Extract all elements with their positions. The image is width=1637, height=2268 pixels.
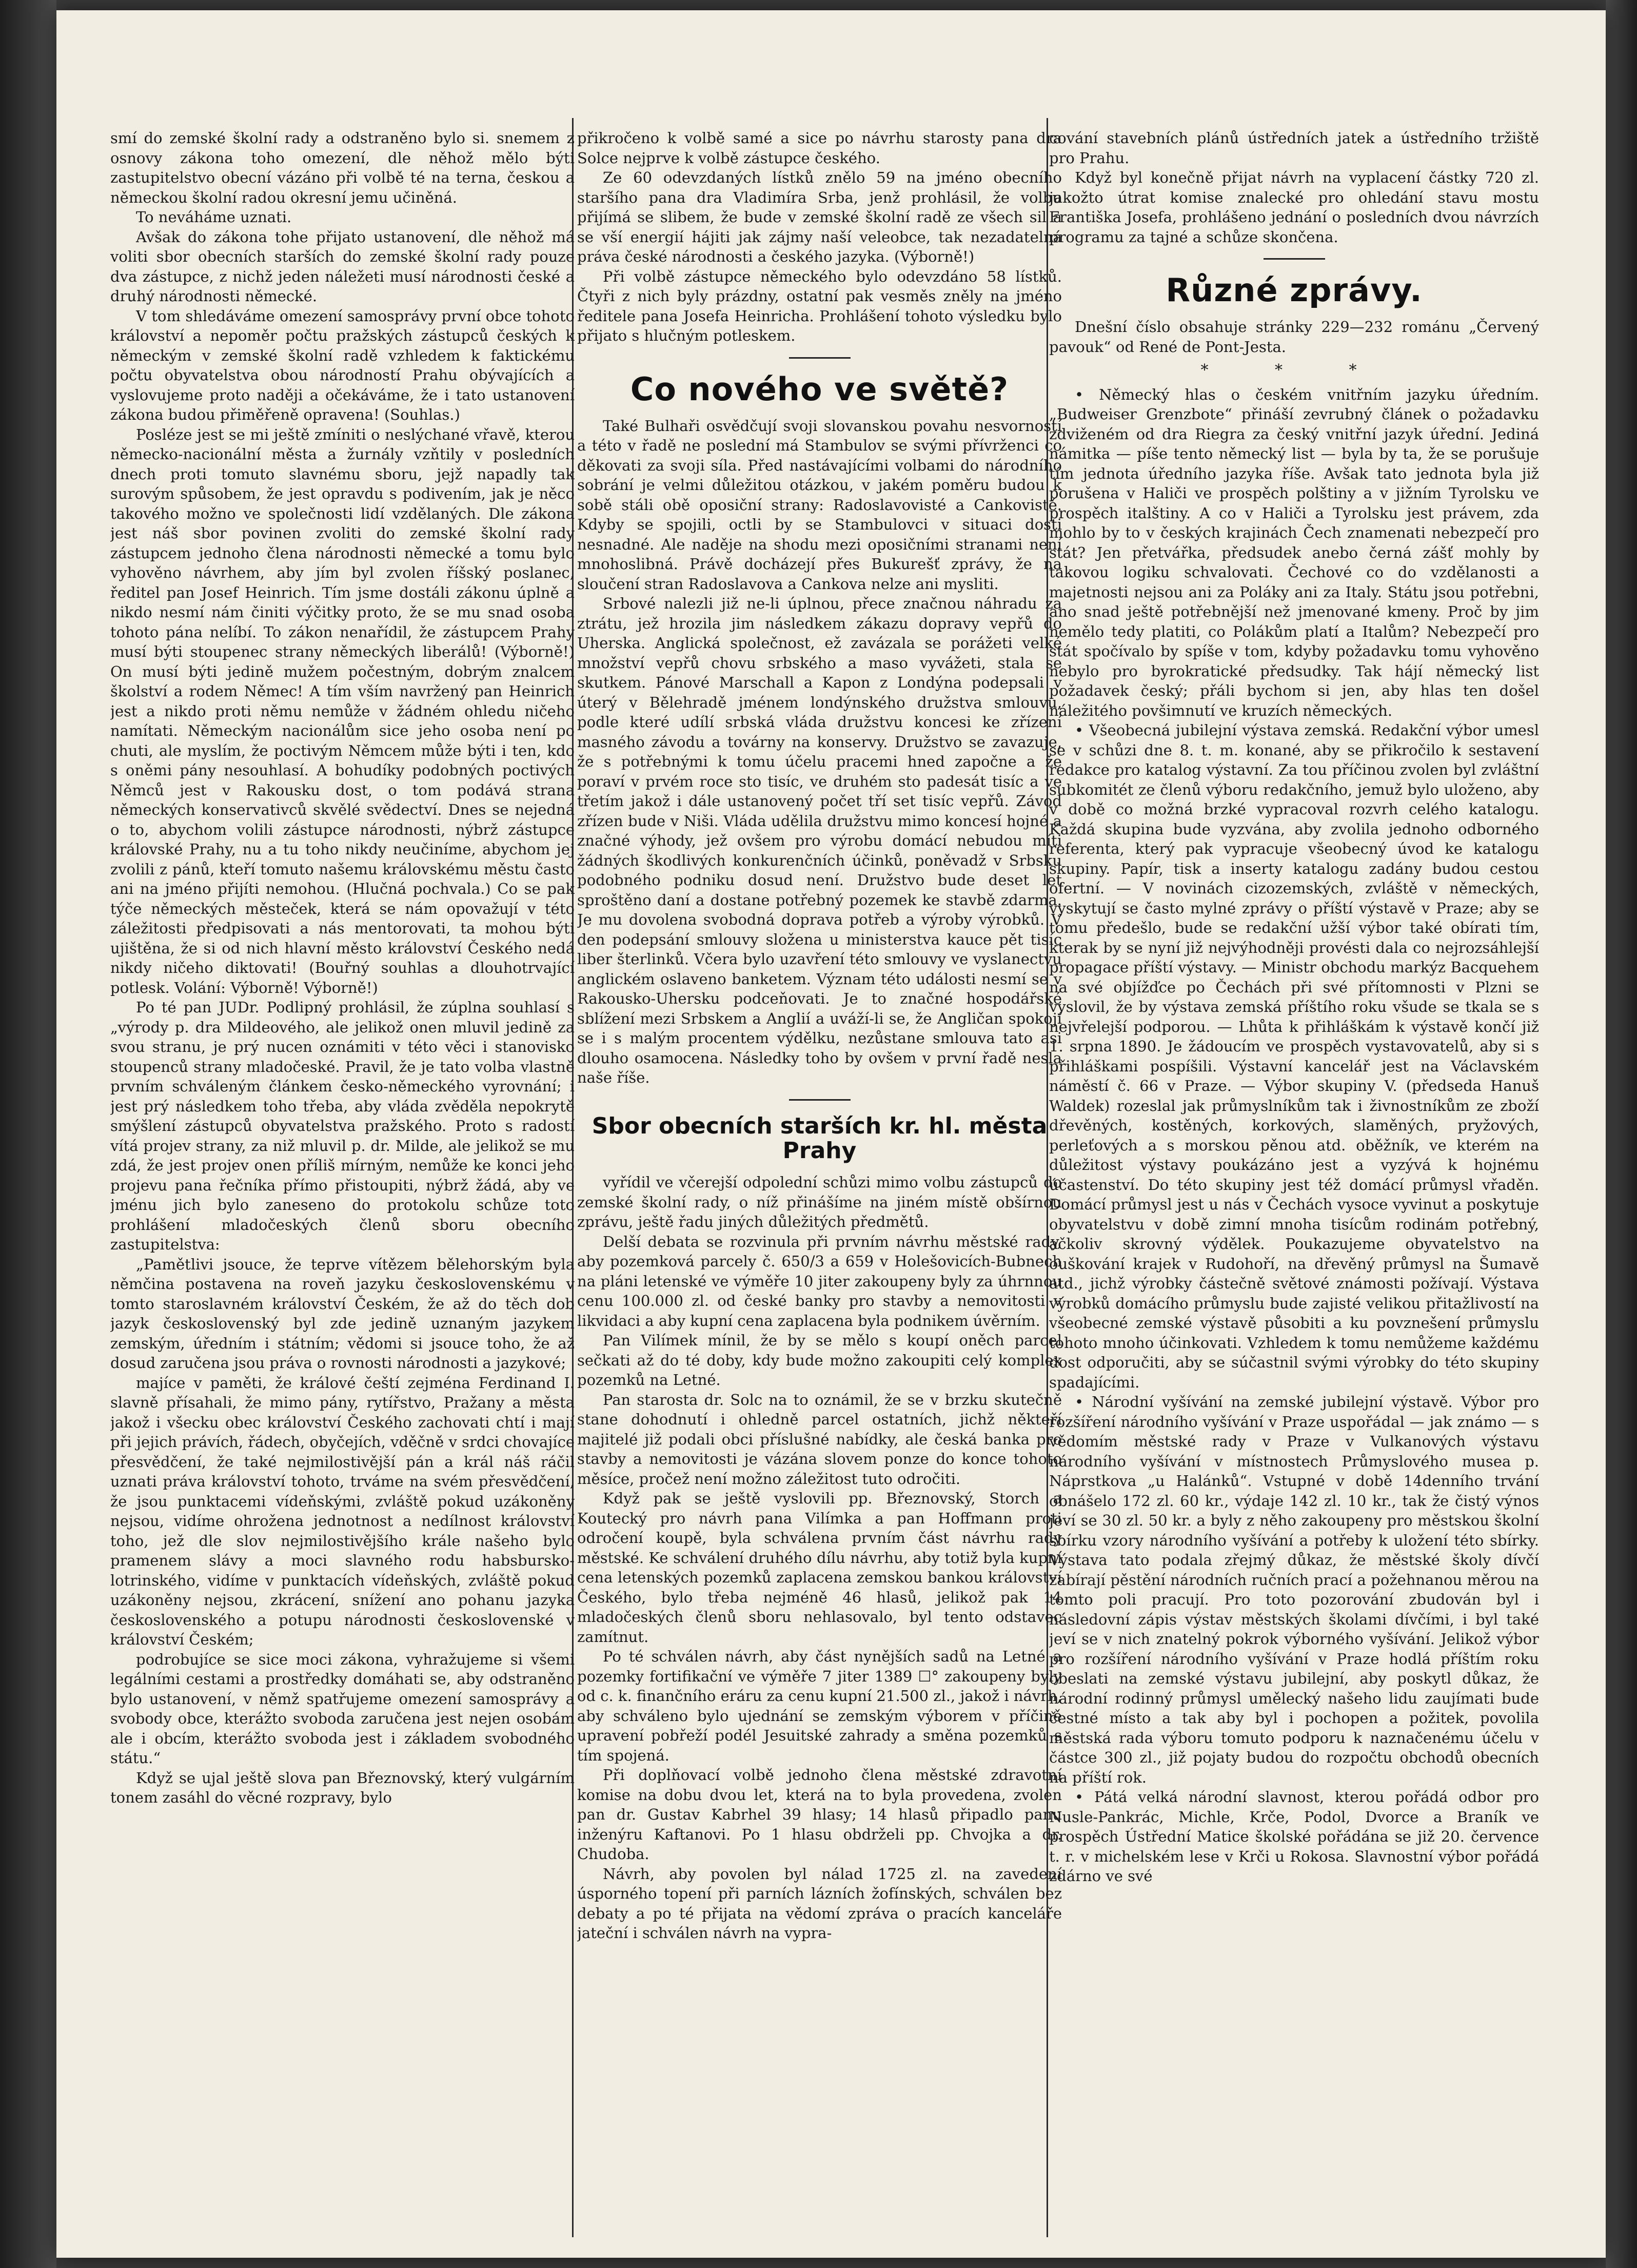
divider <box>789 1099 851 1101</box>
paragraph: To neváháme uznati. <box>136 208 292 226</box>
paragraph: • Pátá velká národní slavnost, kterou pořádá odbor pro Nusle-Pankrác, Michle, Krče, Podol, Dvorce a Braník ve prospěch Ústřední Matice školské pořádána se již 20. července t. r. v michelském lese v Krči u Rokosa. Slavnostní výbor pořádá zdárno ve své <box>1049 1788 1539 1885</box>
divider <box>789 357 851 359</box>
paragraph: Také Bulhaři osvědčují svoji slovanskou povahu nesvorností a této v řadě ne poslední má Stambulov se svými přívrženci co děkovati za svoji síla. Před nastávajícími volbami do národního sobrání je velmi důležitou otázkou, v jakém poměru budou k sobě stáli obě oposiční strany: Radoslavovisté a Cankovisté. Kdyby se spojili, octli by se Stambulovci v situaci dosti nesnadné. Ale naděje na shodu mezi oposičními stranami není mnohoslibná. Právě docházejí přes Bukurešť zprávy, že na sloučení stran Radoslavova a Cankova nelze ani mysliti. <box>577 417 1062 593</box>
paragraph: Pan Vilímek mínil, že by se mělo s koupí oněch parcel sečkati až do té doby, kdy bude možno zakoupiti celý komplex pozemků na Letné. <box>577 1332 1062 1389</box>
column-left <box>110 128 575 2242</box>
paragraph: Návrh, aby povolen byl nálad 1725 zl. na zavedení úsporného topení při parních lázních žofínských, schválen bez debaty a po té přijata na vědomí zpráva o pracích kanceláře jateční i schválen návrh na vypra- <box>577 1865 1062 1942</box>
column-middle <box>577 128 1062 2242</box>
paragraph: Posléze jest se mi ještě zmíniti o neslýchané vřavě, kterou německo-nacionální města a žurnály vzňtily v posledních dnech proti tomuto slavnému sboru, jejž napadly tak surovým spůsobem, že jest opravdu s podivením, jak je něco takového možno ve společnosti lidí vzdělaných. Dle zákona jest náš sbor povinen zvoliti do zemské školní rady zástupcem jednoho člena národnosti německé a tomu bylo vyhověno návrhem, aby jím byl zvolen říšský poslanec, ředitel pan Josef Heinrich. Tím jsme dostáli zákonu úplně a nikdo nesmí nám činiti výčitky proto, že se mu snad osoba tohoto pána nelíbí. To zákon nenařídil, že zástupcem Prahy musí býti stoupenec strany německých liberálů! (Výborně!) On musí býti jedině mužem počestným, dobrým znalcem školství a rodem Němec! A tím vším navržený pan Heinrich jest a nikdo proti němu nemůže v žádném ohledu ničeho namítati. Německým nacionálům sice jeho osoba není po chuti, ale myslím, že poctivým Němcem může býti i ten, kdo s oněmi pány nesouhlasí. A bohudíky podobných poctivých Němců jest v Rakousku dost, o tom podává strana německých konservativců skvělé svědectví. Dnes se nejedná o to, abychom volili zástupce národnosti, nýbrž zástupce královské Prahy, nu a tu toho nikdy neučiníme, abychom jej zvolili z pánů, kteří tomuto našemu královskému městu často ani na jméno přijíti nemohou. (Hlučná pochvala.) Co se pak týče německých městeček, která se nám opovažují v této záležitosti předpisovati a nás mentorovati, ta mohou býti ujištěna, že si od nich hlavní město království Českého nedá nikdy ničeho diktovati! (Bouřný souhlas a dlouhotrvající potlesk. Volání: Výborně! Výborně!) <box>110 425 575 996</box>
paragraph: • Všeobecná jubilejní výstava zemská. Redakční výbor umesl se v schůzi dne 8. t. m. konané, aby se přikročilo k sestavení redakce pro katalog výstavní. Za tou příčinou zvolen byl zvláštní subkomitét ze členů výboru redakčního, jemuž bylo uloženo, aby v době co možná brzké vypracoval rozvrh celého katalogu. Každá skupina bude vyzvána, aby zvolila jednoho odborného referenta, který pak vypracuje všeobecný úvod ke katalogu skupiny. Papír, tisk a inserty katalogu zadány budou cestou ofertní. — V novinách cizozemských, zvláště v německých, vyskytují se často mylné zprávy o příští výstavě v Praze; aby se tomu předešlo, bude se redakční užší výbor také obírati tím, kterak by se nyní již nejvýhodněji provésti dala co nejrozsáhlejší propagace příští výstavy. — Ministr obchodu markýz Bacquehem na své objížďce po Čechách při své přítomnosti v Plzni se vyslovil, že by výstava zemská příštího roku všude se tkala se s nejvřelejší podporou. — Lhůta k přihláškám k výstavě končí již 1. srpna 1890. Je žádoucím ve prospěch vystavovatelů, aby si s přihláškami pospíšili. Výstavní kancelář jest na Václavském náměstí č. 66 v Praze. — Výbor skupiny V. (předseda Hanuš Waldek) rozeslal jak průmyslníkům tak i živnostníkům ze zboží dřevěných, kostěných, korkových, slaměných, pryžových, perleťových a s morskou pěnou atd. oběžník, ve kterém na důležitost výstavy poukázáno jest a vyzývá k hojnému účastenství. Do této skupiny jest též domácí průmysl vřaděn. Domácí průmysl jest u nás v Čechách vysoce vyvinut a poskytuje obyvatelstvu v době zimní mnoha tisícům rodinám potřebný, ačkoliv skrovný výdělek. Poukazujeme obyvatelstvo na ouškování krajek v Rudohoří, na dřevěný průmysl na Šumavě atd., jichž výrobky částečně světové známosti požívají. Výstava výrobků domácího průmyslu bude zajisté velikou přitažlivostí na všeobecné zemské výstavě působiti a ku povznešení průmyslu tohoto mnoho účinkovati. Vzhledem k tomu nemůžeme každému dost odporučiti, aby se súčastnil svými výrobky do této skupiny spadajícími. <box>1049 721 1539 1391</box>
scan-border-right <box>1606 0 1637 2268</box>
paragraph: Při doplňovací volbě jednoho člena městské zdravotní komise na dobu dvou let, která na to byla provedena, zvolen pan dr. Gustav Kabrhel 39 hlasy; 14 hlasů připadlo panu inženýru Kaftanovi. Po 1 hlasu obdrželi pp. Chvojka a dr. Chudoba. <box>577 1766 1062 1863</box>
section-headline: Co nového ve světě? <box>630 370 1009 408</box>
paragraph: přikročeno k volbě samé a sice po návrhu starosty pana dra Solce nejprve k volbě zástupce českého. <box>577 129 1062 167</box>
paragraph: podrobujíce se sice moci zákona, vyhražujeme si všemi legálními cestami a prostředky domáhati se, aby odstraněno bylo ustanovení, v němž spatřujeme omezení samosprávy a svobody obce, kterážto svoboda zaručena jest nejen osobám ale i obcím, kterážto svoboda jest i základem svobodného státu.“ <box>110 1650 575 1767</box>
paragraph: Srbové nalezli již ne-li úplnou, přece značnou náhradu za ztrátu, jež hrozila jim následkem zákazu dopravy vepřů do Uherska. Anglická společnost, ež zavázala se porážeti velké množství vepřů chovu srbského a maso vyvážeti, stala se skutkem. Pánové Marschall a Kapon z Londýna podepsali v úterý v Bělehradě jménem londýnského družstva smlouvu, podle které udílí srbská vláda družstvu koncesi ke zřízení masného závodu a továrny na konservy. Družstvo se zavazuje, že s potřebnými k tomu účelu pracemi hned započne a že poraví v prvém roce sto tisíc, ve druhém sto padesát tisíc a ve třetím jakož i dále ustanovený počet tří set tisíc vepřů. Závod zřízen bude v Niši. Vláda udělila družstvu mimo koncesí hojné a značné výhody, jež ovšem pro výrobu domácí nebudou míti žádných škodlivých konkurenčních účinků, poněvadž v Srbsku podobného podniku dosud není. Družstvo bude deset let sproštěno daní a dostane potřebný pozemek ke stavbě zdarma. Je mu dovolena svobodná doprava potřeb a výroby výrobků. V den podepsání smlouvy složena u ministerstva kauce pět tisíc liber šterlinků. Včera bylo uzavření této smlouvy ve vyslanectvu anglickém oslaveno banketem. Význam této události nesmí se v Rakousko-Uhersku podceňovati. Je to značné hospodářské sblížení mezi Srbskem a Anglií a uváží-li se, že Angličan spokojí se i s malým procentem výdělku, nezůstane smlouva tato asi dlouho osamocena. Následky toho by ovšem v první řadě nesla naše říše. <box>577 595 1062 1087</box>
asterism: * * * <box>1200 361 1388 380</box>
paragraph: Ze 60 odevzdaných lístků znělo 59 na jméno obecního staršího pana dra Vladimíra Srba, jenž prohlásil, že volbu přijímá se slibem, že bude v zemské školní radě ze všech sil a se vší energií hájiti jak zájmy naší veleobce, tak nezadatelná práva české národnosti a českého jazyka. (Výborně!) <box>577 169 1062 265</box>
paragraph: Když se ujal ještě slova pan Březnovský, který vulgárním tonem zasáhl do věcné rozpravy, bylo <box>110 1769 575 1806</box>
paragraph: • Národní vyšívání na zemské jubilejní výstavě. Výbor pro rozšíření národního vyšívání v Praze uspořádal — jak známo — s vědomím městské rady v Praze v Vulkanových výstavu národního vyšívání v místnostech Průmyslového musea p. Náprstkova „u Halánků“. Vstupné v době 14denního trvání obnášelo 172 zl. 60 kr., výdaje 142 zl. 10 kr., tak že čistý výnos jeví se 30 zl. 50 kr. a byly z něho zakoupeny pro městskou školní sbírku vzory národního vyšívání a potřeby k uložení této sbírky. Výstava tato podala zřejmý důkaz, že městské školy dívčí zabírají pěstění národních ručních prací a požehnanou měrou na tomto poli pracují. Pro toto pozorování zbudován byl i následovní zápis výstav městských školami dívčími, i byl také jeví se v nich znatelný pokrok výborného vyšívání. Jelikož výbor pro rozšíření národního vyšívání v Praze hodlá příštím roku obeslati na zemské výstavu jubilejní, aby poskytl důkaz, že národní rodinný průmysl umělecký našeho lidu zaujímati bude čestné místo a tak aby byl i pochopen a požitek, povolila městská rada výboru tomuto podporu k naznačenému účelu v částce 300 zl., již pojaty budou do rozpočtu obchodů obecních na příští rok. <box>1049 1393 1539 1786</box>
newspaper-page <box>56 10 1606 2258</box>
section-headline: Různé zprávy. <box>1166 271 1423 309</box>
paragraph: Při volbě zástupce německého bylo odevzdáno 58 lístků. Čtyři z nich byly prázdny, ostatní pak vesměs zněly na jméno ředitele pana Josefa Heinricha. Prohlášení tohoto výsledku bylo přijato s hlučným potleskem. <box>577 267 1062 344</box>
divider <box>1264 258 1325 260</box>
paragraph: Avšak do zákona tohe přijato ustanovení, dle něhož má voliti sbor obecních starších do zemské školní rady pouze dva zástupce, z nichž jeden náležeti musí národnosti české a druhý národnosti německé. <box>110 228 575 305</box>
paragraph: vyřídil ve včerejší odpolední schůzi mimo volbu zástupců do zemské školní rady, o níž přinášíme na jiném místě obšírnou zprávu, ještě řadu jiných důležitých předmětů. <box>577 1174 1062 1231</box>
paragraph: cování stavebních plánů ústředních jatek a ústředního tržiště pro Prahu. <box>1049 129 1539 167</box>
paragraph: smí do zemské školní rady a odstraněno bylo si. snemem z osnovy zákona toho omezení, dle něhož mělo býti zastupitelstvo obecní vázáno při volbě té na terna, českou a německou školní radou okresní jemu učiněná. <box>110 129 575 206</box>
paragraph: • Německý hlas o českém vnitřním jazyku úředním. „Budweiser Grenzbote“ přináší zevrubný článek o požadavku zdviženém od dra Riegra za český vnitřní jazyk úřední. Jediná námitka — píše tento německý list — byla by ta, že se porušuje tím jednota úředního jazyka říše. Avšak tato jednota byla již porušena v Haliči ve prospěch polštiny a v jižním Tyrolsku ve prospěch italštiny. A co v Haliči a Tyrolsku jest právem, zda mohlo by to v českých krajinách Čech znamenati nebezpečí pro stát? Jen přetvářka, předsudek anebo černá zášť mohly by takovou logiku schvalovati. Čechové co do vzdělanosti a majetnosti nejsou ani za Poláky ani za Italy. Státu jsou potřebni, ano snad ještě potřebnější než jmenované kmeny. Proč by jim nemělo tedy platiti, co Polákům platí a Italům? Nebezpečí pro stát spočívalo by spíše v tom, kdyby požadavku tomu vyhověno nebylo pro byrokratické předsudky. Tak hájí německý list požadavek český; přáli bychom si jen, aby hlas ten došel náležitého povšimnutí ve kruzích německých. <box>1049 385 1539 719</box>
scan-border-left <box>0 0 56 2268</box>
paragraph: Dnešní číslo obsahuje stránky 229—232 románu „Červený pavouk“ od René de Pont-Jesta. <box>1049 318 1539 356</box>
paragraph: V tom shledáváme omezení samosprávy první obce tohoto království a nepoměr počtu pražských zástupců českých k německým v zemské školní radě vzhledem k faktickému počtu obyvatelstva obou národností Prahu obývajících a vyslovujeme proto naději a očekáváme, že i tato ustanovení zákona budou přiměřeně opravena! (Souhlas.) <box>110 307 575 423</box>
paragraph: Po té pan JUDr. Podlipný prohlásil, že zúplna souhlasí s „výrody p. dra Mildeového, ale jelikož onen mluvil jedině za svou stranu, je prý nucen oznámiti v této věci i stanovisko stoupenců strany mladočeské. Pravil, že je tato volba vlastně prvním schváleným článkem česko-německého vyrovnání; i jest prý následkem toho třeba, aby vláda zvěděla nepokrytě smýšlení zástupců obyvatelstva pražského. Proto s radostí vítá projev strany, za niž mluvil p. dr. Milde, ale jelikož se mu zdá, že jest projev onen příliš mírným, nemůže ke konci jeho projevu pana řečníka přímo přistoupiti, nýbrž žádá, aby ve jménu jich bylo zaneseno do protokolu schůze toto prohlášení mladočeských členů sboru obecního zastupitelstva: <box>110 999 575 1253</box>
paragraph: Pan starosta dr. Solc na to oznámil, že se v brzku skutečně stane dohodnutí i ohledně parcel ostatních, jichž někteří majitelé již podali obci příslušné nabídky, ale česká banka pro stavby a nemovitosti je vázána slovem ponze do konce tohoto měsíce, pročež není možno záležitost tuto odročiti. <box>577 1391 1062 1488</box>
paragraph: Delší debata se rozvinula při prvním návrhu městské rady, aby pozemková parcely č. 650/3 a 659 v Holešovicích-Bubnech na pláni letenské ve výměře 10 jiter zakoupeny byly za úhrnnou cenu 100.000 zl. od české banky pro stavby a nemovitosti v likvidaci a aby kupní cena zaplacena byla podnikem úvěrním. <box>577 1233 1062 1329</box>
paragraph: Po té schválen návrh, aby část nynějších sadů na Letné a pozemky fortifikační ve výměře 7 jiter 1389 ☐° zakoupeny byly od c. k. finančního eráru za cenu kupní 21.500 zl., jakož i návrh, aby schváleno bylo ujednání se zemským výborem v příčině upravení pobřeží podél Jesuitské zahrady a směna pozemků s tím spojená. <box>577 1648 1062 1764</box>
column-right <box>1049 128 1539 2242</box>
paragraph: Když pak se ještě vyslovili pp. Březnovský, Storch a Koutecký pro návrh pana Vilímka a pan Hoffmann proti odročení koupě, byla schválena prvním část návrhu rady městské. Ke schválení druhého dílu návrhu, aby totiž byla kupní cena letenských pozemků zaplacena zemskou bankou království Českého, bylo třeba nejméně 46 hlasů, jelikož pak 14 mladočeských členů sboru nehlasovalo, byl tento odstavec zamítnut. <box>577 1490 1062 1646</box>
paragraph: majíce v paměti, že králové čeští zejména Ferdinand I. slavně přísahali, že mimo pány, rytířstvo, Pražany a města jakož i všecku obec království Českého zachovati chtí i mají při jejich právích, řádech, obyčejích, vděčně v srdci chovajíce přesvědčení, že také nejmilostivější pán a král náš ráčil uznati práva království tohoto, trváme na svém přesvědčení, že jsou punktacemi vídeňskými, zvláště pokud uzákoněny nejsou, vidíme ohrožena jednotnost a nedílnost království toho, jež dle slov nejmilostivějšího krále našeho bylo pramenem slávy a moci slavného rodu habsbursko-lotrinského, vidíme v punktacích vídeňských, zvláště pokud uzákoněny nejsou, zkrácení, snížení ano pohanu jazyka československého a potupu národnosti československé v království Českém; <box>110 1374 575 1648</box>
paragraph: „Pamětlivi jsouce, že teprve vítězem bělehorským byla němčina postavena na roveň jazyku československému v tomto staroslavném království Českém, že až do těch dob jazyk československý byl zde jedině uznaným jazykem zemským, úředním i státním; vědomi si jsouce toho, že až dosud zaručena jsou práva o rovnosti národnosti a jazykové; <box>110 1255 575 1372</box>
section-headline: Sbor obecních starších kr. hl. města Prahy <box>591 1112 1048 1164</box>
paragraph: Když byl konečně přijat návrh na vyplacení částky 720 zl. jakožto útrat komise znalecké pro ohledání stavu mostu Františka Josefa, prohlášeno jednání o posledních dvou návrzích programu za tajné a schůze skončena. <box>1049 169 1539 246</box>
